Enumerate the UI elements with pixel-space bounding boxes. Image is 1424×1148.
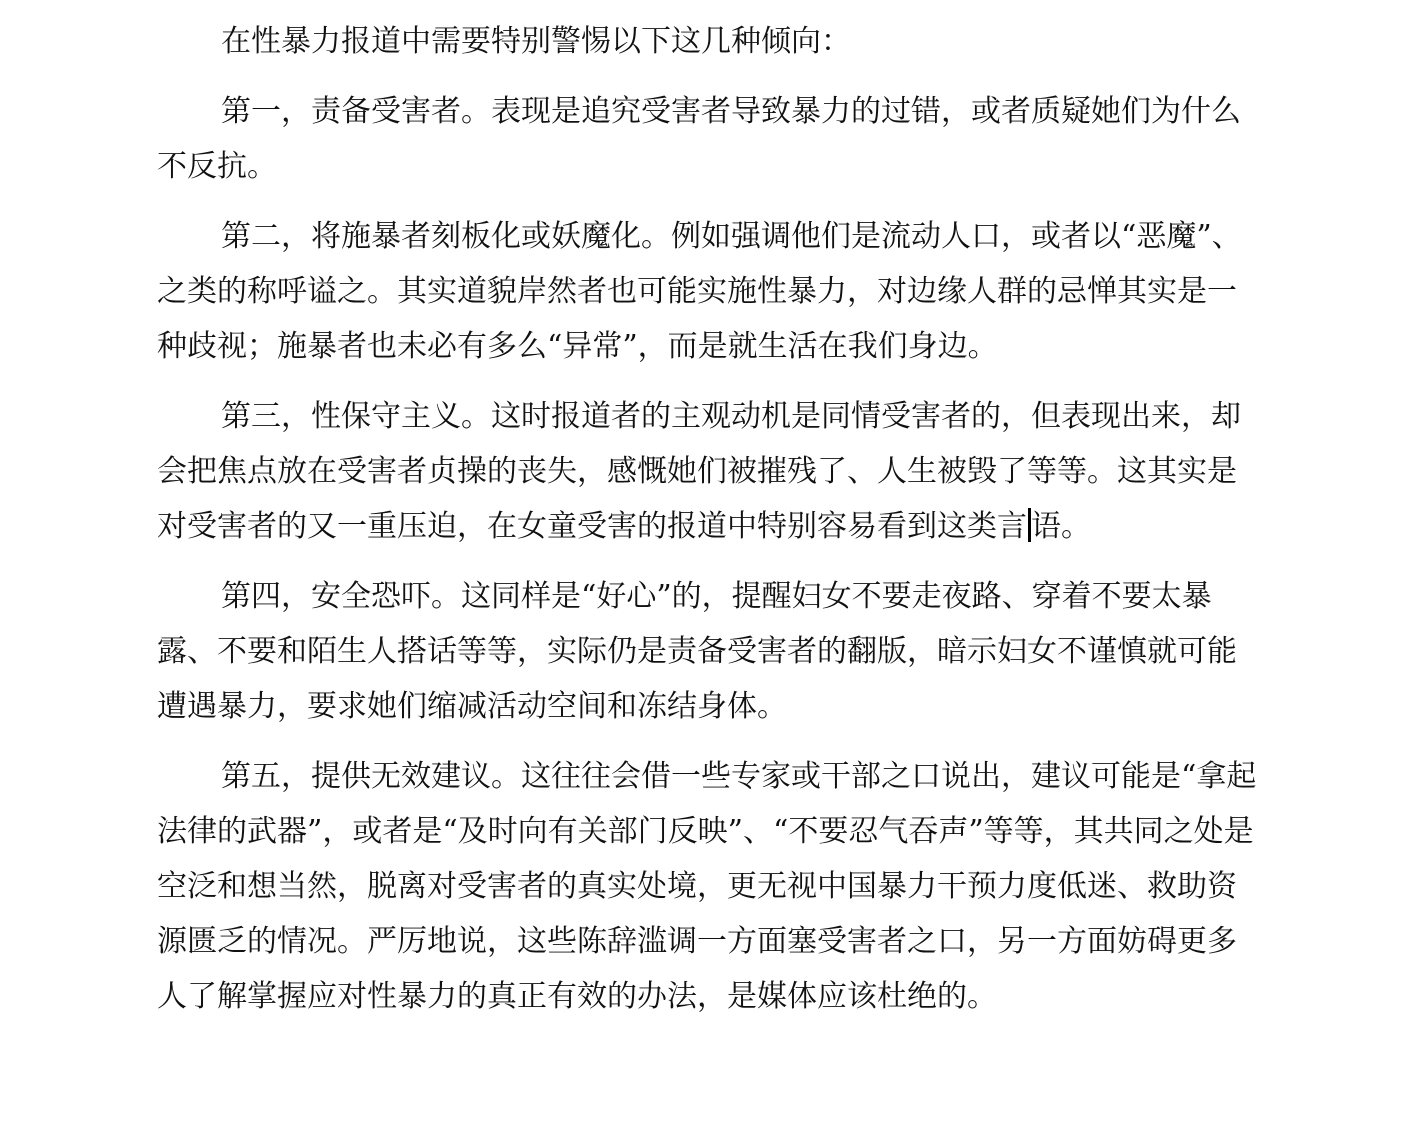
paragraph-third — [157, 389, 1257, 554]
paragraph-intro: 在性暴力报道中需要特别警惕以下这几种倾向： — [221, 24, 851, 59]
paragraph-third-tail: 语。 — [1031, 509, 1091, 544]
paragraph-fifth: 第五，提供无效建议。这往往会借一些专家或干部之口说出，建议可能是“拿起法律的武器”，或者是“及时向有关部门反映”、“不要忍气吞声”等等，其共同之处是空泛和想当然，脱离对受害者的真实处境，更无视中国暴力干预力度低迷、救助资源匮乏的情况。严厉地说，这些陈辞滥调一方面塞受害者之口，另一方面妨碍更多人了解掌握应对性暴力的真正有效的办法，是媒体应该杜绝的。 — [157, 759, 1257, 1014]
document-body — [157, 14, 1257, 1039]
paragraph-first: 第一，责备受害者。表现是追究受害者导致暴力的过错，或者质疑她们为什么不反抗。 — [157, 94, 1241, 184]
paragraph-third-text: 第三，性保守主义。这时报道者的主观动机是同情受害者的，但表现出来，却会把焦点放在受害者贞操的丧失，感慨她们被摧残了、人生被毁了等等。这其实是对受害者的又一重压迫，在女童受害的报道中特别容易看到这类言 — [157, 399, 1241, 544]
paragraph-fourth: 第四，安全恐吓。这同样是“好心”的，提醒妇女不要走夜路、穿着不要太暴露、不要和陌生人搭话等等，实际仍是责备受害者的翻版，暗示妇女不谨慎就可能遭遇暴力，要求她们缩减活动空间和冻结身体。 — [157, 579, 1237, 724]
paragraph-second: 第二，将施暴者刻板化或妖魔化。例如强调他们是流动人口，或者以“恶魔”、之类的称呼谥之。其实道貌岸然者也可能实施性暴力，对边缘人群的忌惮其实是一种歧视；施暴者也未必有多么“异常”，而是就生活在我们身边。 — [157, 219, 1242, 364]
